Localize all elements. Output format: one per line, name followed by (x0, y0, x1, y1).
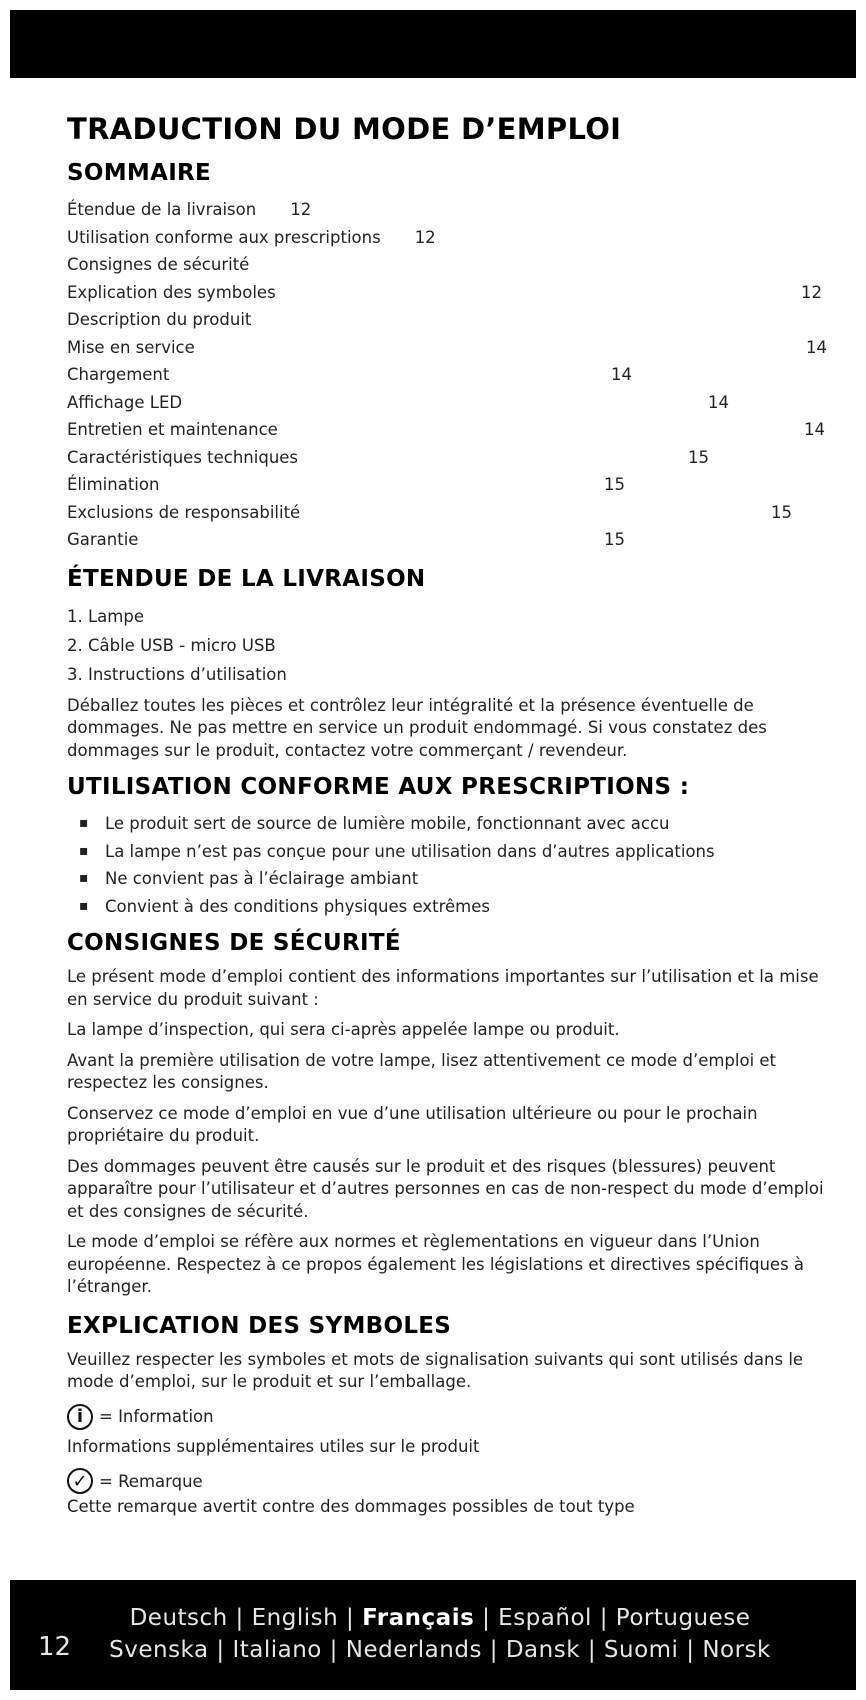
toc-entry[interactable]: Garantie 15 (67, 530, 625, 549)
safety-paragraph: La lampe d’inspection, qui sera ci-après appelée lampe ou produit. (67, 1020, 620, 1039)
list-item: ▪ Convient à des conditions physiques extrêmes (79, 893, 827, 921)
lang-suomi[interactable]: Suomi (603, 1637, 679, 1663)
summary-section (67, 160, 827, 554)
delivery-heading: ÉTENDUE DE LA LIVRAISON (67, 565, 426, 592)
language-selector (80, 1602, 800, 1666)
lang-portuguese[interactable]: Portuguese (615, 1605, 751, 1631)
toc-entry[interactable]: Chargement 14 (67, 365, 632, 384)
lang-deutsch[interactable]: Deutsch (129, 1605, 228, 1631)
language-line-2: Svenska | Italiano | Nederlands | Dansk | Suomi | Norsk (109, 1637, 771, 1663)
top-black-bar (10, 10, 856, 78)
lang-norsk[interactable]: Norsk (702, 1637, 771, 1663)
table-of-contents (67, 196, 827, 554)
list-item: 2. Câble USB - micro USB (67, 635, 276, 655)
usage-section (67, 774, 827, 920)
symbols-intro: Veuillez respecter les symboles et mots de signalisation suivants qui sont utilisés dans le mode d’emploi, sur le produit et sur l’emballage. (67, 1349, 804, 1391)
toc-entry[interactable]: Affichage LED 14 (67, 392, 729, 412)
symbols-heading: EXPLICATION DES SYMBOLES (67, 1312, 452, 1339)
delivery-section (67, 566, 827, 763)
page-title: TRADUCTION DU MODE D’EMPLOI (67, 112, 622, 146)
lang-espanol[interactable]: Español (498, 1605, 592, 1631)
info-symbol-row (67, 1402, 827, 1432)
delivery-note: Déballez toutes les pièces et contrôlez leur intégralité et la présence éventuelle de dommages. Ne pas mettre en service un produit endommagé. Si vous constatez des dommages sur le produit, contactez votre commerçant / revendeur. (67, 695, 767, 760)
footer-bar (10, 1580, 856, 1690)
info-description: Informations supplémentaires utiles sur le produit (67, 1436, 480, 1456)
list-item: ▪ Le produit sert de source de lumière mobile, fonctionnant avec accu (79, 810, 827, 838)
toc-entry[interactable]: Consignes de sécurité (67, 255, 250, 274)
delivery-list (67, 602, 827, 689)
lang-francais-active[interactable]: Français (362, 1605, 475, 1631)
toc-entry[interactable]: Exclusions de responsabilité 15 (67, 502, 792, 522)
lang-english[interactable]: English (251, 1605, 339, 1631)
list-item: 3. Instructions d’utilisation (67, 664, 287, 684)
remark-label: = Remarque (99, 1471, 203, 1491)
toc-entry[interactable]: Mise en service 14 (67, 337, 827, 357)
remark-symbol-row (67, 1466, 827, 1496)
lang-svenska[interactable]: Svenska (109, 1637, 209, 1663)
info-icon: i (67, 1404, 93, 1430)
remark-description: Cette remarque avertit contre des dommages possibles de tout type (67, 1497, 635, 1516)
toc-entry[interactable]: Description du produit (67, 310, 252, 329)
safety-paragraph: Avant la première utilisation de votre lampe, lisez attentivement ce mode d’emploi et respectez les consignes. (67, 1050, 777, 1092)
summary-heading: SOMMAIRE (67, 160, 212, 186)
safety-paragraph: Des dommages peuvent être causés sur le produit et des risques (blessures) peuvent apparaître pour l’utilisateur et d’autres personnes en cas de non-respect du mode d’emploi et des consignes de sécurité. (67, 1156, 824, 1221)
toc-entry[interactable]: Explication des symboles 12 (67, 282, 822, 302)
list-item: 1. Lampe (67, 606, 144, 626)
usage-heading: UTILISATION CONFORME AUX PRESCRIPTIONS : (67, 774, 690, 800)
page-content (67, 112, 827, 1527)
safety-paragraph: Conservez ce mode d’emploi en vue d’une utilisation ultérieure ou pour le prochain propriétaire du produit. (67, 1103, 758, 1145)
info-label: = Information (99, 1407, 214, 1426)
language-line-1: Deutsch | English | Français | Español | Portuguese (129, 1605, 751, 1631)
checkmark-icon: ✓ (67, 1468, 93, 1494)
list-item: ▪ Ne convient pas à l’éclairage ambiant (79, 865, 827, 893)
toc-entry[interactable]: Entretien et maintenance 14 (67, 420, 825, 439)
safety-paragraph: Le présent mode d’emploi contient des informations importantes sur l’utilisation et la mise en service du produit suivant : (67, 967, 819, 1009)
usage-list (67, 810, 827, 920)
toc-entry[interactable]: Utilisation conforme aux prescriptions 12 (67, 227, 436, 247)
lang-nederlands[interactable]: Nederlands (345, 1637, 482, 1663)
safety-paragraph: Le mode d’emploi se réfère aux normes et règlementations en vigueur dans l’Union européenne. Respectez à ce propos également les législations et directives spécifiques à l’étranger. (67, 1232, 805, 1296)
list-item: ▪ La lampe n’est pas conçue pour une utilisation dans d’autres applications (79, 838, 827, 866)
lang-italiano[interactable]: Italiano (232, 1637, 322, 1663)
toc-entry[interactable]: Caractéristiques techniques 15 (67, 447, 709, 467)
lang-dansk[interactable]: Dansk (505, 1637, 581, 1663)
toc-entry[interactable]: Élimination 15 (67, 475, 625, 494)
safety-section (67, 930, 827, 1299)
toc-entry[interactable]: Étendue de la livraison 12 (67, 200, 312, 219)
symbols-section (67, 1313, 827, 1519)
safety-heading: CONSIGNES DE SÉCURITÉ (67, 930, 401, 956)
page-number: 12 (38, 1632, 72, 1662)
